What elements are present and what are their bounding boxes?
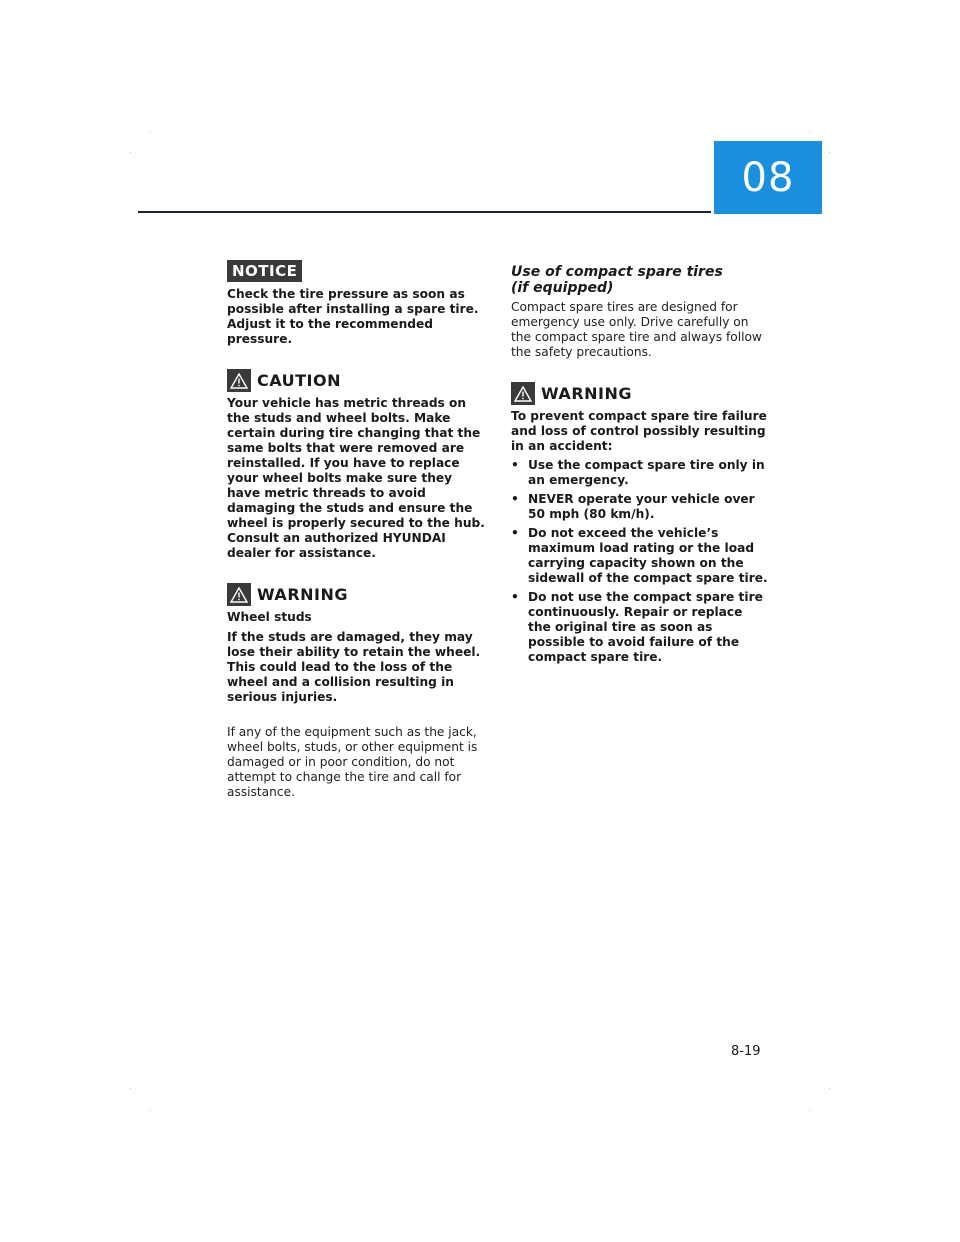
warning-text: If the studs are damaged, they may lose their ability to retain the wheel. This could lead to the loss of the wheel and a collision resulting in serious injuries. <box>227 630 481 704</box>
section-title-line2: (if equipped) <box>511 280 614 296</box>
crop-mark <box>150 131 151 132</box>
list-item <box>511 492 769 522</box>
bullet-glyph: • <box>511 590 519 604</box>
warning-block <box>227 583 489 705</box>
crop-mark <box>809 1110 810 1111</box>
warning-triangle-icon <box>227 583 251 606</box>
notice-block <box>227 258 489 347</box>
bullet-glyph: • <box>511 526 519 540</box>
warning-subtitle: Wheel studs <box>227 610 312 624</box>
crop-mark <box>809 131 810 132</box>
warning-title: WARNING <box>257 585 348 604</box>
crop-mark <box>130 1088 131 1089</box>
caution-block <box>227 369 489 561</box>
compact-warning-title: WARNING <box>541 384 632 403</box>
caution-text: Your vehicle has metric threads on the studs and wheel bolts. Make certain during tire changing that the same bolts that were removed are reinstalled. If you have to replace your wheel bolts make sure they have metric threads to avoid damaging the studs and ensure the wheel is properly secured to the hub. Consult an authorized HYUNDAI dealer for assistance. <box>227 396 485 560</box>
crop-mark <box>829 152 830 153</box>
bullet-glyph: • <box>511 492 519 506</box>
chapter-number: 08 <box>741 154 795 201</box>
section-title <box>511 264 769 296</box>
compact-warning-block <box>511 382 769 665</box>
header-rule <box>138 211 711 213</box>
left-column <box>227 258 489 800</box>
bullet-glyph: • <box>511 458 519 472</box>
list-item-text: Do not use the compact spare tire continuously. Repair or replace the original tire as soon as possible to avoid failure of the compact spare tire. <box>528 590 763 664</box>
crop-mark <box>130 152 131 153</box>
warning-header <box>227 583 489 606</box>
page-number: 8-19 <box>731 1044 761 1059</box>
compact-warning-list <box>511 458 769 665</box>
warning-triangle-icon <box>511 382 535 405</box>
list-item <box>511 526 769 586</box>
notice-text: Check the tire pressure as soon as possible after installing a spare tire. Adjust it to the recommended pressure. <box>227 287 479 346</box>
list-item <box>511 458 769 488</box>
right-column <box>511 258 769 669</box>
compact-warning-text: To prevent compact spare tire failure and loss of control possibly resulting in an accident: <box>511 409 767 453</box>
compact-warning-header <box>511 382 769 405</box>
list-item-text: NEVER operate your vehicle over 50 mph (80 km/h). <box>528 492 755 521</box>
crop-mark <box>829 1088 830 1089</box>
chapter-tab <box>714 141 822 214</box>
intro-paragraph: Compact spare tires are designed for emergency use only. Drive carefully on the compact spare tire and always follow the safety precautions. <box>511 300 762 359</box>
caution-title: CAUTION <box>257 371 341 390</box>
crop-mark <box>150 1110 151 1111</box>
section-title-line1: Use of compact spare tires <box>511 264 723 280</box>
list-item <box>511 590 769 665</box>
notice-badge: NOTICE <box>227 260 302 282</box>
list-item-text: Do not exceed the vehicle’s maximum load rating or the load carrying capacity shown on the sidewall of the compact spare tire. <box>528 526 768 585</box>
caution-header <box>227 369 489 392</box>
list-item-text: Use the compact spare tire only in an emergency. <box>528 458 765 487</box>
equipment-paragraph: If any of the equipment such as the jack, wheel bolts, studs, or other equipment is damaged or in poor condition, do not attempt to change the tire and call for assistance. <box>227 725 478 799</box>
warning-triangle-icon <box>227 369 251 392</box>
